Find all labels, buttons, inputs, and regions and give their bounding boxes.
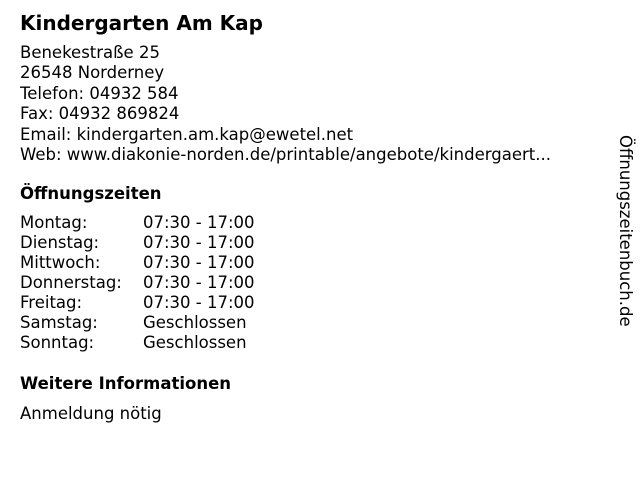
day-label: Samstag: [20, 313, 98, 332]
brand-watermark: Öffnungszeitenbuch.de [616, 135, 635, 327]
hours-value: 07:30 - 17:00 [143, 233, 255, 252]
day-label: Sonntag: [20, 333, 95, 352]
day-label: Donnerstag: [20, 273, 122, 292]
day-label: Montag: [20, 213, 88, 232]
hours-value: 07:30 - 17:00 [143, 253, 255, 272]
day-label: Freitag: [20, 293, 83, 312]
hours-value: 07:30 - 17:00 [143, 273, 255, 292]
opening-hours-heading: Öffnungszeiten [20, 184, 162, 203]
hours-value: 07:30 - 17:00 [143, 293, 255, 312]
page-title: Kindergarten Am Kap [20, 11, 263, 35]
address-street: Benekestraße 25 [20, 43, 160, 62]
day-label: Mittwoch: [20, 253, 101, 272]
day-label: Dienstag: [20, 233, 100, 252]
address-city: 26548 Norderney [20, 63, 165, 83]
further-info-heading: Weitere Informationen [20, 374, 232, 393]
email-line: Email: kindergarten.am.kap@ewetel.net [20, 124, 354, 144]
hours-value: Geschlossen [143, 313, 247, 332]
web-line: Web: www.diakonie-norden.de/printable/angebote/kindergaert... [20, 144, 551, 164]
further-info-text: Anmeldung nötig [20, 404, 162, 423]
hours-value: 07:30 - 17:00 [143, 213, 255, 232]
hours-value: Geschlossen [143, 333, 247, 352]
phone-line: Telefon: 04932 584 [20, 83, 179, 103]
contact-block [20, 43, 595, 165]
fax-line: Fax: 04932 869824 [20, 104, 180, 124]
